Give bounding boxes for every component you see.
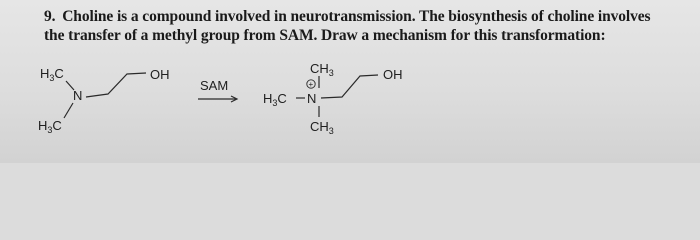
reactant-structure [38,66,170,135]
question-number: 9. [44,8,56,25]
product-methyl-left: $H_3C$ [263,91,287,108]
product-nitrogen: N [307,91,317,106]
product-methyl-top: $CH_3$ [310,61,334,78]
bond-n-methyl-top [66,81,74,90]
reagent-label: SAM [200,78,229,93]
product-structure [263,61,403,136]
reactant-hydroxyl: OH [150,67,170,82]
question-line-2: the transfer of a methyl group from SAM. Draw a mechanism for this transformation: [44,27,606,44]
product-charge: + [308,80,314,89]
question-line-1-text: Choline is a compound involved in neurotransmission. The biosynthesis of choline involves [62,8,651,25]
product-hydroxyl: OH [383,67,403,82]
reactant-methyl-top: $H_3C$ [40,66,64,83]
product-methyl-bottom: $CH_3$ [310,119,334,136]
reaction-arrow-group [198,78,237,102]
bond-ethanol-chain [86,73,146,97]
reactant-nitrogen: N [73,88,83,103]
bond-n-methyl-bottom [64,103,73,118]
reactant-methyl-bottom: $H_3C$ [38,118,62,135]
bond-ethanol-chain [321,75,378,98]
